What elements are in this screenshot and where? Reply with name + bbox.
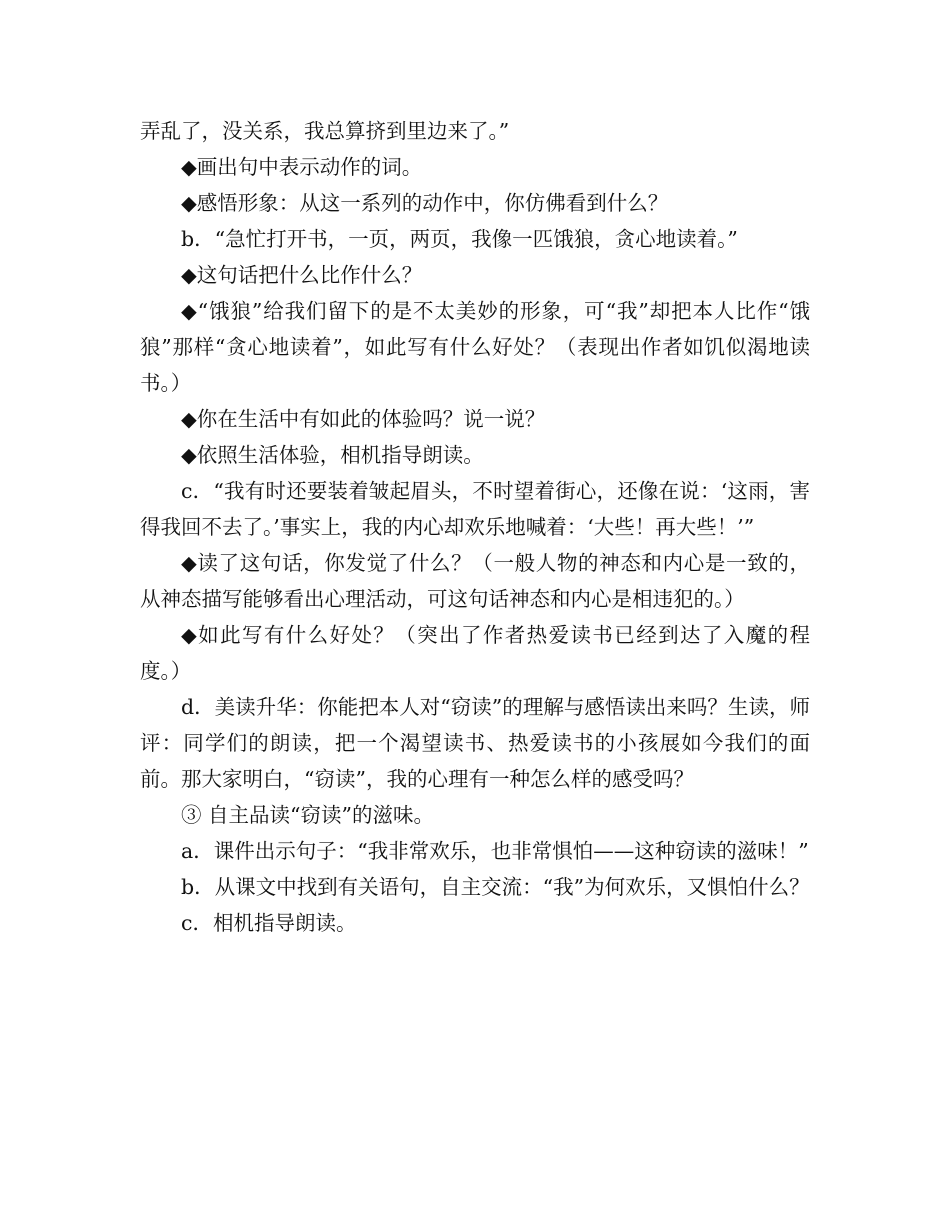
paragraph: d．美读升华：你能把本人对“窃读”的理解与感悟读出来吗？生读，师评：同学们的朗读，把一个渴望读书、热爱读书的小孩展如今我们的面前。那大家明白，“窃读”，我的心理有一种怎么样的感受吗？ [140,695,810,791]
paragraph: ◆你在生活中有如此的体验吗？说一说？ [181,407,546,431]
paragraph: c．相机指导朗读。 [181,911,357,935]
document-body [140,113,810,941]
paragraph: a．课件出示句子：“我非常欢乐，也非常惧怕——这种窃读的滋味！” [181,839,809,863]
paragraph: ◆“饿狼”给我们留下的是不太美妙的形象，可“我”却把本人比作“饿狼”那样“贪心地读着”，如此写有什么好处？（表现出作者如饥似渴地读书。） [140,299,810,395]
paragraph: ◆如此写有什么好处？（突出了作者热爱读书已经到达了入魔的程度。） [140,623,810,683]
paragraph: ◆感悟形象：从这一系列的动作中，你仿佛看到什么？ [181,191,669,215]
paragraph: ◆画出句中表示动作的词。 [181,155,423,179]
paragraph: b．“急忙打开书，一页，两页，我像一匹饿狼，贪心地读着。” [181,227,738,251]
paragraph: b．从课文中找到有关语句，自主交流：“我”为何欢乐，又惧怕什么？ [181,875,810,899]
paragraph: ③ 自主品读“窃读”的滋味。 [181,803,434,827]
paragraph: ◆读了这句话，你发觉了什么？（一般人物的神态和内心是一致的，从神态描写能够看出心理活动，可这句话神态和内心是相违犯的。） [140,551,810,611]
paragraph: 弄乱了，没关系，我总算挤到里边来了。” [140,119,510,143]
paragraph: ◆依照生活体验，相机指导朗读。 [181,443,484,467]
paragraph: c．“我有时还要装着皱起眉头，不时望着街心，还像在说：‘这雨，害得我回不去了。’事实上，我的内心却欢乐地喊着：‘大些！再大些！’” [140,479,810,539]
paragraph: ◆这句话把什么比作什么？ [181,263,423,287]
